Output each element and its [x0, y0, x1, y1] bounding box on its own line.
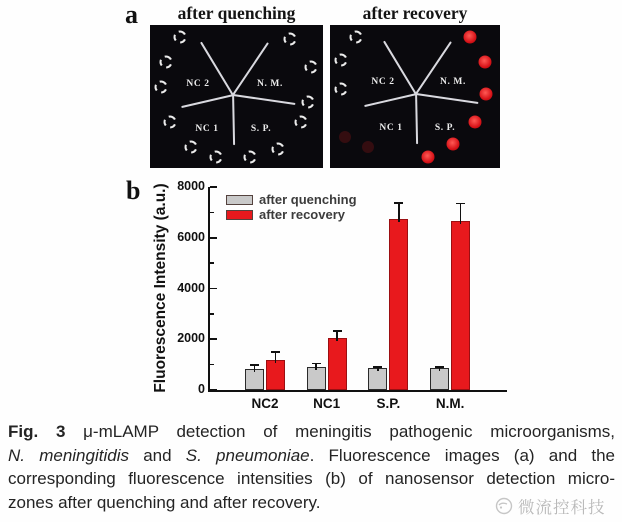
watermark-logo-icon	[494, 496, 514, 516]
bar-quenching-N.M.	[430, 368, 449, 390]
sample-spot-dashed	[160, 56, 173, 69]
sample-spot-red	[480, 88, 493, 101]
legend-swatch	[226, 210, 253, 220]
sample-spot-dim	[339, 131, 351, 143]
sample-spot-dashed	[174, 31, 187, 44]
fluorescence-image-after-quenching	[150, 25, 323, 168]
y-axis-tick	[210, 186, 217, 188]
sample-spot-red	[447, 138, 460, 151]
sample-spot-dashed	[350, 31, 363, 44]
caption-text: μ-mLAMP detection of meningitis pathogenic microorganisms,	[65, 422, 615, 441]
error-bar	[398, 203, 400, 222]
sample-spot-dashed	[164, 116, 177, 129]
y-tick-label: 4000	[177, 280, 205, 295]
watermark-text: 微流控科技	[518, 499, 606, 517]
sample-spot-dashed	[210, 151, 223, 164]
bar-quenching-S.P.	[368, 368, 387, 390]
bar-recovery-NC2	[266, 360, 285, 390]
sample-spot-red	[469, 116, 482, 129]
legend-swatch	[226, 195, 253, 205]
sample-spot-dashed	[155, 81, 168, 94]
error-bar	[275, 352, 277, 363]
y-axis-tick	[210, 212, 214, 214]
y-axis-tick	[210, 288, 217, 290]
error-bar-cap	[373, 366, 382, 368]
sample-spot-red	[464, 31, 477, 44]
error-bar-cap	[312, 363, 321, 365]
x-category-label: NC2	[251, 396, 279, 411]
sample-spot-red	[479, 56, 492, 69]
x-category-label: NC1	[313, 396, 341, 411]
y-tick-label: 2000	[177, 331, 205, 346]
microzone-label: NC 2	[371, 77, 395, 87]
bar-recovery-NC1	[328, 338, 347, 390]
y-tick-label: 6000	[177, 229, 205, 244]
y-axis-tick	[210, 262, 214, 264]
microzone-label: N. M.	[257, 79, 283, 89]
sample-spot-dashed	[335, 83, 348, 96]
fluorescence-image-after-recovery	[330, 25, 500, 168]
microzone-divider-line	[233, 94, 295, 105]
error-bar	[315, 364, 317, 370]
microzone-label: NC 2	[186, 79, 210, 89]
sample-spot-dashed	[244, 151, 257, 164]
panel-b-label: b	[126, 176, 141, 205]
caption-text: Fig. 3	[8, 422, 66, 441]
microzone-divider-line	[181, 94, 233, 108]
error-bar-cap	[333, 330, 342, 332]
y-tick-label: 0	[198, 382, 205, 396]
bar-recovery-S.P.	[389, 219, 408, 390]
caption-line	[8, 467, 615, 491]
caption-text: zones after quenching and after recovery.	[8, 492, 321, 512]
panel-a-label: a	[125, 0, 138, 29]
image-title-after-recovery: after recovery	[362, 3, 468, 23]
sample-spot-dashed	[295, 116, 308, 129]
sample-spot-dashed	[284, 33, 297, 46]
microzone-divider-line	[232, 95, 235, 145]
caption-line	[8, 444, 615, 468]
error-bar-cap	[271, 351, 280, 353]
sample-spot-dashed	[335, 54, 348, 67]
sample-spot-dashed	[305, 61, 318, 74]
legend-label: after quenching	[259, 192, 357, 207]
error-bar-cap	[435, 366, 444, 368]
watermark	[494, 494, 606, 518]
error-bar	[254, 365, 256, 372]
bar-quenching-NC1	[307, 367, 326, 390]
x-category-label: N.M.	[435, 396, 465, 411]
image-title-after-quenching: after quenching	[177, 3, 296, 23]
microzone-divider-line	[364, 93, 416, 107]
microzone-label: NC 1	[195, 124, 219, 134]
sample-spot-dashed	[185, 141, 198, 154]
caption-text: corresponding fluorescence intensities (b) of nanosensor detection micro-	[8, 469, 615, 488]
error-bar-cap	[394, 202, 403, 204]
sample-spot-dashed	[272, 143, 285, 156]
microzone-divider-line	[416, 93, 478, 104]
plot-area	[177, 179, 507, 411]
y-axis-tick	[210, 237, 217, 239]
species-name: N. meningitidis	[8, 445, 129, 465]
error-bar-cap	[250, 364, 259, 366]
caption-text: . Fluorescence images (a) and the	[309, 445, 615, 465]
sample-spot-red	[422, 151, 435, 164]
caption-text: and	[128, 445, 186, 465]
error-bar	[460, 203, 462, 224]
y-axis-tick	[210, 389, 217, 391]
caption-line	[8, 420, 615, 444]
y-axis-tick	[210, 313, 214, 315]
error-bar	[336, 331, 338, 341]
bar-quenching-NC2	[245, 369, 264, 390]
microzone-divider-line	[415, 94, 418, 144]
bar-chart	[140, 178, 525, 423]
microzone-label: S. P.	[434, 123, 456, 133]
microzone-label: N. M.	[440, 77, 466, 87]
bar-recovery-N.M.	[451, 221, 470, 390]
legend-label: after recovery	[259, 207, 345, 222]
y-axis-title: Fluorescence Intensity (a.u.)	[152, 183, 169, 393]
sample-spot-dashed	[302, 96, 315, 109]
y-axis-tick	[210, 338, 217, 340]
species-name: S. pneumoniae	[185, 445, 310, 465]
y-axis-tick	[210, 364, 214, 366]
microzone-label: S. P.	[250, 124, 272, 134]
sample-spot-dim	[362, 141, 374, 153]
x-category-label: S.P.	[376, 396, 401, 411]
y-tick-label: 8000	[177, 179, 205, 193]
microzone-label: NC 1	[379, 123, 403, 133]
error-bar-cap	[456, 203, 465, 205]
